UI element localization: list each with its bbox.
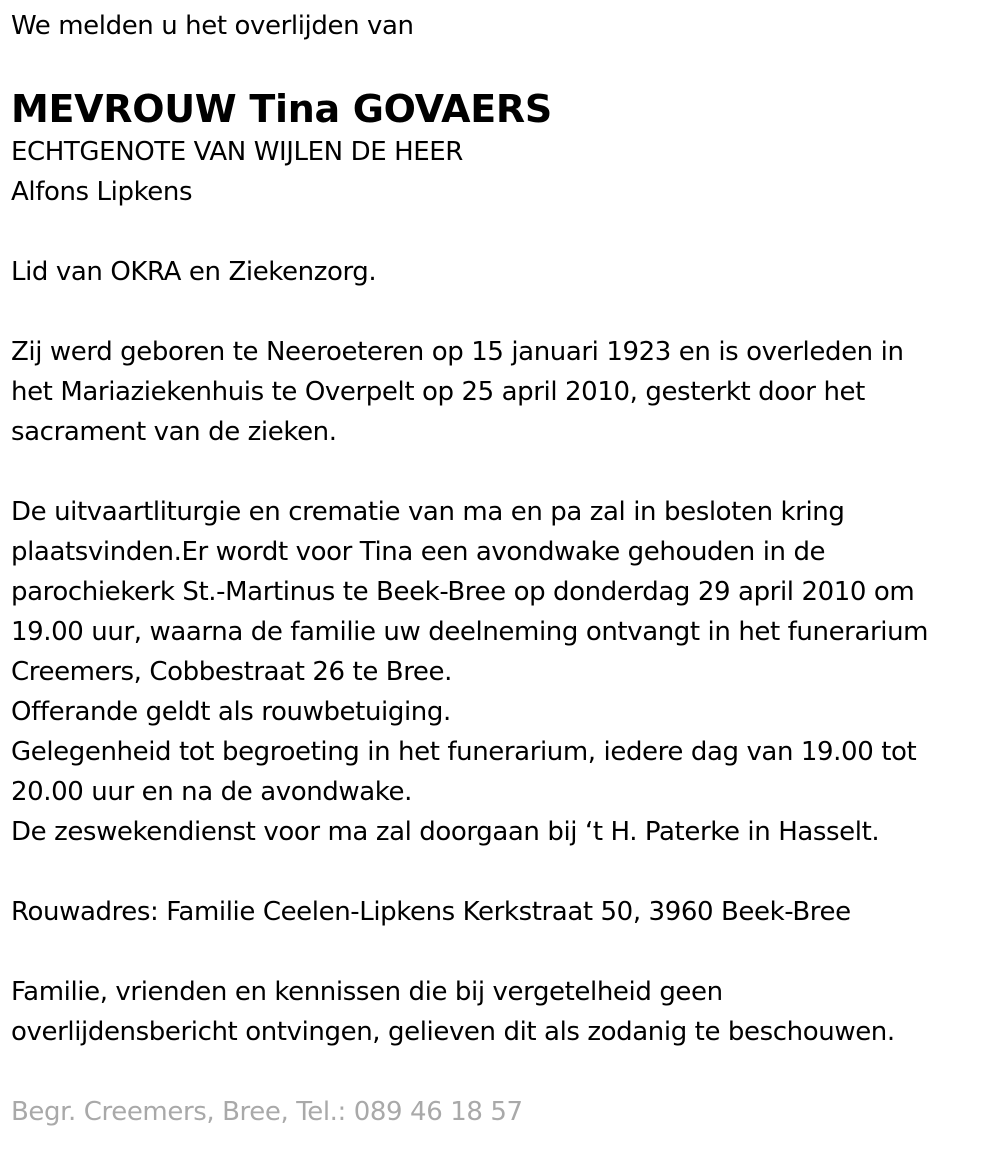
paragraph-line: Zij werd geboren te Neeroeteren op 15 januari 1923 en is overleden in <box>11 337 904 367</box>
spouse-title: ECHTGENOTE VAN WIJLEN DE HEER <box>11 137 463 167</box>
paragraph-line: het Mariaziekenhuis te Overpelt op 25 april 2010, gesterkt door het <box>11 377 865 407</box>
paragraph-line: Familie, vrienden en kennissen die bij vergetelheid geen <box>11 977 723 1007</box>
paragraph-line: Offerande geldt als rouwbetuiging. <box>11 697 451 727</box>
paragraph-line: 20.00 uur en na de avondwake. <box>11 777 412 807</box>
paragraph-line: Gelegenheid tot begroeting in het funerarium, iedere dag van 19.00 tot <box>11 737 917 767</box>
paragraph-line: De uitvaartliturgie en crematie van ma en pa zal in besloten kring <box>11 497 845 527</box>
paragraph-line: Creemers, Cobbestraat 26 te Bree. <box>11 657 452 687</box>
paragraph-line: plaatsvinden.Er wordt voor Tina een avondwake gehouden in de <box>11 537 826 567</box>
death-notice <box>11 6 996 1132</box>
paragraph-line: 19.00 uur, waarna de familie uw deelneming ontvangt in het funerarium <box>11 617 929 647</box>
ceremony-paragraph <box>11 492 996 852</box>
deceased-name: MEVROUW Tina GOVAERS <box>11 87 552 131</box>
birth-death-paragraph <box>11 332 996 452</box>
mourning-address: Rouwadres: Familie Ceelen-Lipkens Kerkstraat 50, 3960 Beek-Bree <box>11 897 851 927</box>
closing-paragraph <box>11 972 996 1052</box>
paragraph-line: overlijdensbericht ontvingen, gelieven dit als zodanig te beschouwen. <box>11 1017 895 1047</box>
paragraph-line: parochiekerk St.-Martinus te Beek-Bree op donderdag 29 april 2010 om <box>11 577 915 607</box>
paragraph-line: sacrament van de zieken. <box>11 417 337 447</box>
paragraph-line: De zeswekendienst voor ma zal doorgaan bij ‘t H. Paterke in Hasselt. <box>11 817 880 847</box>
intro-text: We melden u het overlijden van <box>11 11 414 41</box>
spouse-name: Alfons Lipkens <box>11 177 193 207</box>
membership-text: Lid van OKRA en Ziekenzorg. <box>11 257 377 287</box>
funeral-home-footer: Begr. Creemers, Bree, Tel.: 089 46 18 57 <box>11 1097 523 1127</box>
